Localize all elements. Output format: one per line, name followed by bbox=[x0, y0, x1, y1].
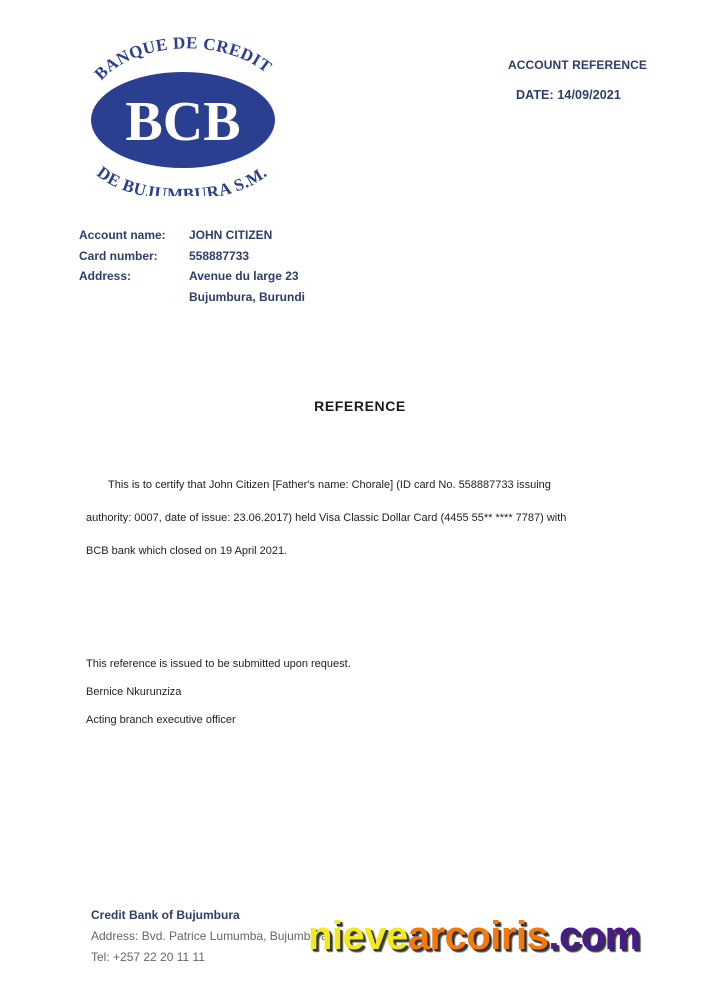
account-info-values bbox=[189, 225, 305, 307]
footer-bank-name: Credit Bank of Bujumbura bbox=[91, 908, 240, 922]
address-line1-value: Avenue du large 23 bbox=[189, 269, 299, 283]
document-date: DATE: 14/09/2021 bbox=[516, 88, 621, 102]
document-type: ACCOUNT REFERENCE bbox=[508, 58, 648, 72]
card-number-value: 558887733 bbox=[189, 248, 250, 263]
label-card-number: Card number: bbox=[79, 248, 158, 263]
watermark bbox=[308, 912, 640, 960]
svg-text:BANQUE DE CREDIT: BANQUE DE CREDIT bbox=[90, 36, 276, 84]
logo-initials: BCB bbox=[125, 91, 241, 153]
reference-body bbox=[86, 469, 646, 568]
footer bbox=[91, 905, 328, 968]
signatory-name: Bernice Nkurunziza bbox=[86, 686, 182, 698]
bcb-logo-icon bbox=[68, 36, 298, 196]
closing-statement: This reference is issued to be submitted upon request. bbox=[86, 658, 351, 670]
watermark-part-3: .com bbox=[548, 914, 640, 958]
label-account-name: Account name: bbox=[79, 228, 166, 242]
closing-section bbox=[86, 650, 351, 734]
label-address: Address: bbox=[79, 269, 132, 283]
body-line-1: This is to certify that John Citizen [Father's name: Chorale] (ID card No. 558887733 issuing bbox=[108, 479, 551, 491]
document-title: REFERENCE bbox=[314, 398, 406, 414]
svg-text:DE BUJUMBURA S.M.: DE BUJUMBURA S.M. bbox=[93, 162, 271, 196]
watermark-part-2: arcoiris bbox=[407, 914, 549, 958]
watermark-part-1: nieve bbox=[308, 914, 408, 958]
footer-address: Address: Bvd. Patrice Lumumba, Bujumbura bbox=[91, 929, 328, 943]
account-name-value: JOHN CITIZEN bbox=[189, 228, 273, 242]
signatory-position: Acting branch executive officer bbox=[86, 714, 236, 726]
footer-tel: Tel: +257 22 20 11 11 bbox=[91, 950, 205, 964]
address-line2-value: Bujumbura, Burundi bbox=[189, 289, 305, 304]
account-info-labels bbox=[79, 225, 166, 287]
bank-logo bbox=[68, 36, 298, 196]
body-line-2: authority: 0007, date of issue: 23.06.2017) held Visa Classic Dollar Card (4455 55** **** 7787) with bbox=[86, 512, 567, 524]
body-line-3: BCB bank which closed on 19 April 2021. bbox=[86, 545, 288, 557]
